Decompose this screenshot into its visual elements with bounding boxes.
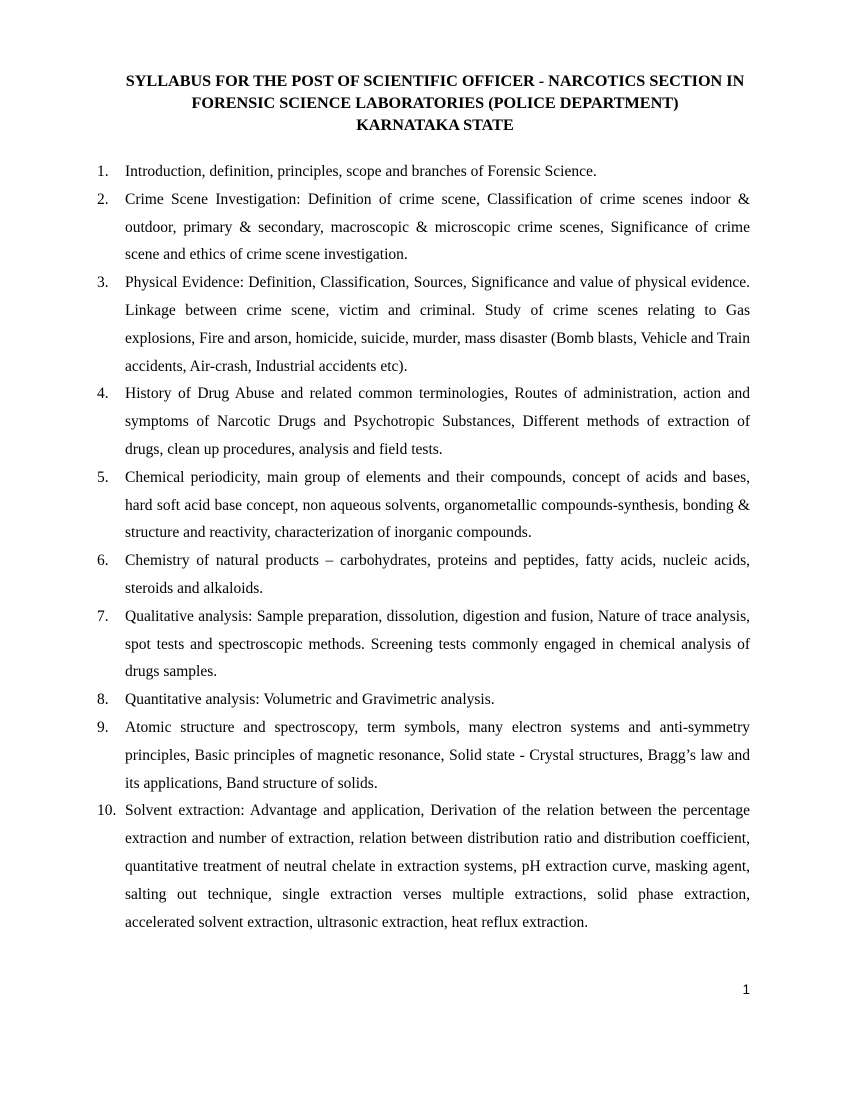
item-number: 4. [97, 385, 109, 403]
title-line-3: KARNATAKA STATE [356, 116, 514, 134]
title-line-1: SYLLABUS FOR THE POST OF SCIENTIFIC OFFICER - NARCOTICS SECTION IN [125, 72, 745, 90]
syllabus-item-5 [97, 464, 750, 547]
page-number: 1 [742, 982, 750, 997]
item-number: 10. [97, 802, 117, 820]
syllabus-item-3 [97, 269, 750, 380]
syllabus-item-7 [97, 603, 750, 686]
item-number: 3. [97, 274, 109, 292]
item-text: Introduction, definition, principles, scope and branches of Forensic Science. [125, 163, 597, 180]
syllabus-item-2 [97, 186, 750, 269]
syllabus-item-6 [97, 547, 750, 603]
syllabus-item-10 [97, 797, 750, 936]
item-text: Qualitative analysis: Sample preparation, dissolution, digestion and fusion, Nature of trace analysis, spot tests and spectroscopic methods. Screening tests commonly engaged in chemical analysis of drugs samples. [125, 607, 750, 681]
document-title [60, 70, 810, 136]
item-number: 6. [97, 552, 109, 570]
item-number: 7. [97, 607, 109, 625]
item-number: 2. [97, 190, 109, 208]
item-number: 5. [97, 468, 109, 486]
item-text: Atomic structure and spectroscopy, term symbols, many electron systems and anti-symmetry principles, Basic principles of magnetic resonance, Solid state - Crystal structures, Bragg’s law and its applications, Band structure of solids. [125, 718, 750, 792]
syllabus-item-8 [97, 686, 750, 714]
title-line-2: FORENSIC SCIENCE LABORATORIES (POLICE DEPARTMENT) [191, 94, 679, 112]
item-number: 8. [97, 691, 109, 709]
item-text: Chemical periodicity, main group of elements and their compounds, concept of acids and bases, hard soft acid base concept, non aqueous solvents, organometallic compounds-synthesis, bonding & structure and reactivity, characterization of inorganic compounds. [125, 468, 750, 542]
syllabus-item-1 [97, 158, 750, 186]
item-number: 1. [97, 163, 109, 180]
item-text: Solvent extraction: Advantage and application, Derivation of the relation between the percentage extraction and number of extraction, relation between distribution ratio and distribution coefficient, quantitative treatment of neutral chelate in extraction systems, pH extraction curve, masking agent, salting out technique, single extraction verses multiple extractions, solid phase extraction, accelerated solvent extraction, ultrasonic extraction, heat reflux extraction. [125, 802, 750, 931]
item-text: Quantitative analysis: Volumetric and Gravimetric analysis. [125, 691, 495, 709]
syllabus-item-9 [97, 714, 750, 797]
item-text: Physical Evidence: Definition, Classification, Sources, Significance and value of physical evidence. Linkage between crime scene, victim and criminal. Study of crime scenes relating to Gas explosions, Fire and arson, homicide, suicide, murder, mass disaster (Bomb blasts, Vehicle and Train accidents, Air-crash, Industrial accidents etc). [125, 274, 750, 375]
syllabus-item-4 [97, 380, 750, 463]
item-text: History of Drug Abuse and related common terminologies, Routes of administration, action and symptoms of Narcotic Drugs and Psychotropic Substances, Different methods of extraction of drugs, clean up procedures, analysis and field tests. [125, 385, 750, 458]
syllabus-list [97, 158, 750, 936]
item-text: Crime Scene Investigation: Definition of crime scene, Classification of crime scenes indoor & outdoor, primary & secondary, macroscopic & microscopic crime scenes, Significance of crime scene and ethics of crime scene investigation. [125, 190, 750, 264]
item-text: Chemistry of natural products – carbohydrates, proteins and peptides, fatty acids, nucleic acids, steroids and alkaloids. [125, 552, 750, 597]
item-number: 9. [97, 718, 109, 736]
